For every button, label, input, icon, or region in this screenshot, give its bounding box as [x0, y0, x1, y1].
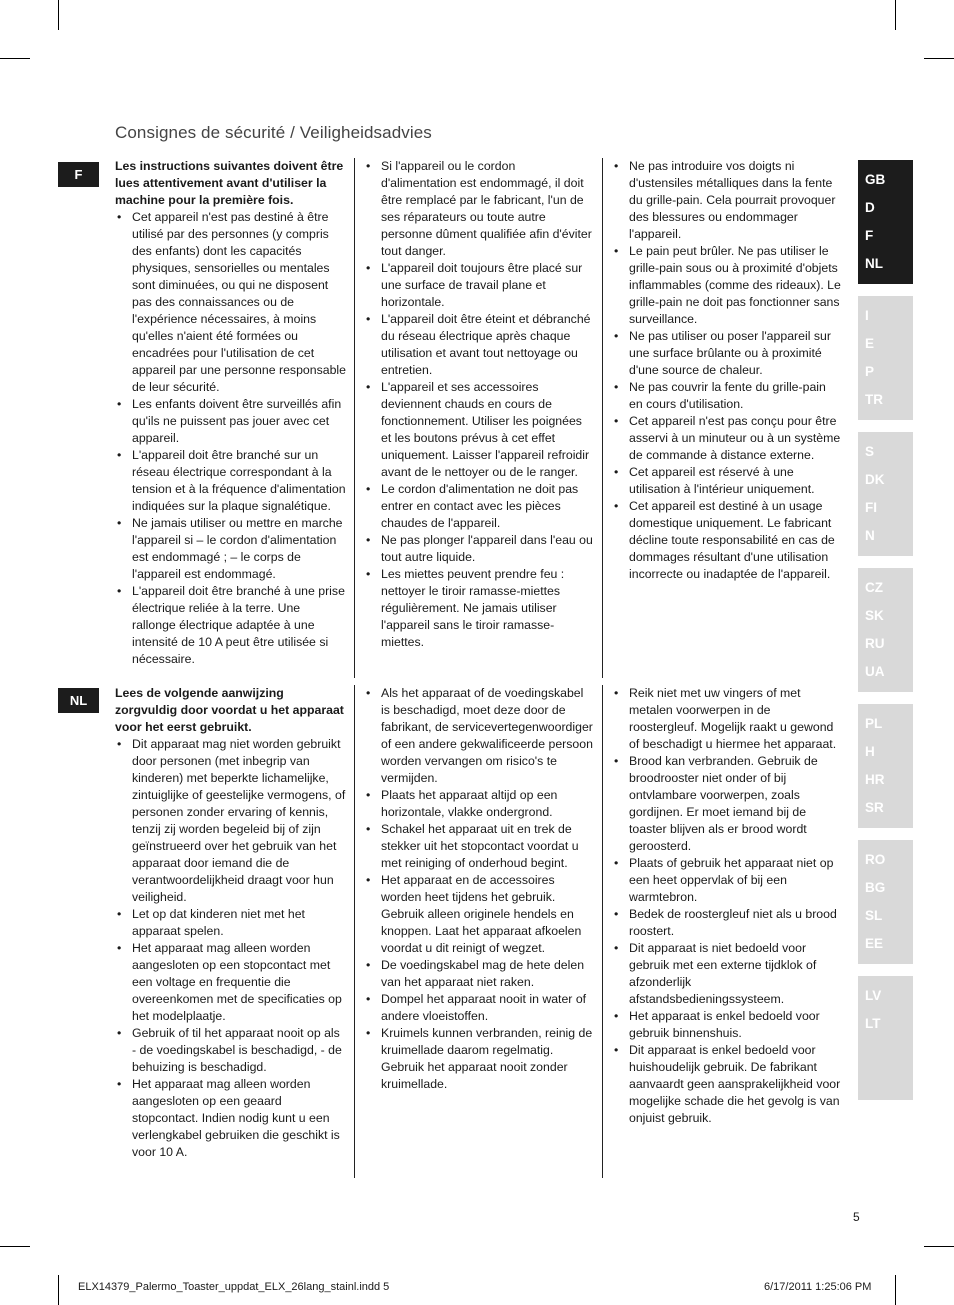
tab-s[interactable]: S [865, 444, 875, 459]
crop-mark [58, 0, 59, 30]
tab-ro[interactable]: RO [865, 852, 886, 867]
list-item: • Dit apparaat mag niet worden gebruikt door personen (met inbegrip van kinderen) met beperkte lichamelijke, zintuiglijke of geestelijke vermogens, of personen zonder ervaring of kennis, tenzij zij worden begeleid bij of zijn geïnstrueerd over het gebruik van het apparaat door iemand die de verantwoordelijkheid draagt voor hun veiligheid. [115, 736, 346, 906]
tab-gb[interactable]: GB [865, 172, 886, 187]
tab-d[interactable]: D [865, 200, 875, 215]
tab-cz[interactable]: CZ [865, 580, 883, 595]
list-item: • Als het apparaat of de voedingskabel is beschadigd, moet deze door de fabrikant, de servicevertegenwoordiger of een andere gekwalificeerde persoon worden vervangen om risico's te vermijden. [364, 685, 594, 787]
tab-lv[interactable]: LV [865, 988, 882, 1003]
list-item: • Brood kan verbranden. Gebruik de broodrooster niet onder of bij ontvlambare voorwerpen, zoals gordijnen. Er moet iemand bij de toaster blijven als er brood wordt geroosterd. [612, 753, 842, 855]
tab-group [858, 976, 913, 1100]
list-item: • Ne pas introduire vos doigts ni d'ustensiles métalliques dans la fente du grille-pain. Cela pourrait provoquer des blessures ou endommager l'appareil. [612, 158, 842, 243]
safety-list [612, 685, 842, 1127]
section-intro: Lees de volgende aanwijzing zorgvuldig door voordat u het apparaat voor het eerst gebruikt. [115, 686, 344, 734]
language-tabs [858, 160, 913, 1112]
tab-sr[interactable]: SR [865, 800, 884, 815]
column-1 [106, 158, 354, 678]
tab-group [858, 432, 913, 556]
list-item: • Het apparaat en de accessoires worden heet tijdens het gebruik. Gebruik alleen originele hendels en knoppen. Laat het apparaat afkoelen voordat u dit reinigt of wegzet. [364, 872, 594, 957]
crop-mark [58, 1275, 59, 1305]
list-item: • Schakel het apparaat uit en trek de stekker uit het stopcontact voordat u met reiniging of onderhoud begint. [364, 821, 594, 872]
tab-group [858, 568, 913, 692]
tab-e[interactable]: E [865, 336, 875, 351]
list-item: • Cet appareil est réservé à une utilisation à l'intérieur uniquement. [612, 464, 842, 498]
section-lang-badge-nl: NL [58, 688, 99, 713]
tab-sk[interactable]: SK [865, 608, 884, 623]
tab-pl[interactable]: PL [865, 716, 883, 731]
column-3 [602, 685, 848, 1178]
list-item: • L'appareil doit être branché à une prise électrique reliée à la terre. Une rallonge électrique adaptée à une intensité de 10 A peut être utilisée si nécessaire. [115, 583, 346, 668]
tab-h[interactable]: H [865, 744, 875, 759]
crop-mark [924, 58, 954, 59]
safety-list [612, 158, 842, 583]
safety-section-fr [106, 158, 848, 678]
tab-f[interactable]: F [865, 228, 874, 243]
list-item: • L'appareil doit être branché sur un réseau électrique correspondant à la tension et à la fréquence d'alimentation indiquées sur la plaque signalétique. [115, 447, 346, 515]
column-3 [602, 158, 848, 678]
page-number: 5 [853, 1210, 860, 1224]
column-2 [354, 158, 602, 678]
tab-p[interactable]: P [865, 364, 875, 379]
list-item: • Plaats of gebruik het apparaat niet op een heet oppervlak of bij een warmtebron. [612, 855, 842, 906]
list-item: • Les enfants doivent être surveillés afin qu'ils ne puissent pas jouer avec cet appareil. [115, 396, 346, 447]
list-item: • Het apparaat is enkel bedoeld voor gebruik binnenshuis. [612, 1008, 842, 1042]
list-item: • Bedek de roostergleuf niet als u brood roostert. [612, 906, 842, 940]
list-item: • Reik niet met uw vingers of met metalen voorwerpen in de roostergleuf. Mogelijk raakt u gewond of beschadigt u hiermee het apparaat. [612, 685, 842, 753]
page-title: Consignes de sécurité / Veiligheidsadvies [115, 123, 432, 142]
list-item: • Si l'appareil ou le cordon d'alimentation est endommagé, il doit être remplacé par le fabricant, l'un de ses réparateurs ou toute autre personne dûment qualifiée afin d'éviter tout danger. [364, 158, 594, 260]
tab-sl[interactable]: SL [865, 908, 883, 923]
tab-group-active [858, 160, 913, 284]
list-item: • Dompel het apparaat nooit in water of andere vloeistoffen. [364, 991, 594, 1025]
tab-lt[interactable]: LT [865, 1016, 881, 1031]
list-item: • L'appareil et ses accessoires deviennent chauds en cours de fonctionnement. Utiliser les poignées et les boutons prévus à cet effet uniquement. Laisser l'appareil refroidir avant de le nettoyer ou de le ranger. [364, 379, 594, 481]
tab-tr[interactable]: TR [865, 392, 883, 407]
print-slug-filename: ELX14379_Palermo_Toaster_uppdat_ELX_26lang_stainl.indd 5 [78, 1281, 390, 1293]
safety-list [364, 685, 594, 1093]
tab-ua[interactable]: UA [865, 664, 885, 679]
tab-ru[interactable]: RU [865, 636, 885, 651]
list-item: • Cet appareil n'est pas conçu pour être asservi à un minuteur ou à un système de commande à distance externe. [612, 413, 842, 464]
print-slug-date: 6/17/2011 1:25:06 PM [764, 1281, 872, 1293]
tab-group [858, 296, 913, 420]
safety-list [364, 158, 594, 651]
section-intro: Les instructions suivantes doivent être lues attentivement avant d'utiliser la machine pour la première fois. [115, 159, 344, 207]
safety-list [115, 736, 346, 1161]
tab-dk[interactable]: DK [865, 472, 885, 487]
column-1 [106, 685, 354, 1178]
list-item: • Dit apparaat is enkel bedoeld voor huishoudelijk gebruik. De fabrikant aanvaardt geen aansprakelijkheid voor mogelijke schade die het gevolg is van onjuist gebruik. [612, 1042, 842, 1127]
list-item: • Het apparaat mag alleen worden aangesloten op een stopcontact met een voltage en frequentie die overeenkomen met de specificaties op het modelplaatje. [115, 940, 346, 1025]
list-item: • Gebruik of til het apparaat nooit op als - de voedingskabel is beschadigd, - de behuizing is beschadigd. [115, 1025, 346, 1076]
tab-ee[interactable]: EE [865, 936, 884, 951]
tab-group [858, 840, 913, 964]
crop-mark [0, 1246, 30, 1247]
crop-mark [895, 0, 896, 30]
list-item: • L'appareil doit être éteint et débranché du réseau électrique après chaque utilisation et avant tout nettoyage ou entretien. [364, 311, 594, 379]
list-item: • De voedingskabel mag de hete delen van het apparaat niet raken. [364, 957, 594, 991]
safety-list [115, 209, 346, 668]
list-item: • Let op dat kinderen niet met het apparaat spelen. [115, 906, 346, 940]
tab-group [858, 704, 913, 828]
crop-mark [0, 58, 30, 59]
list-item: • Le cordon d'alimentation ne doit pas entrer en contact avec les pièces chaudes de l'appareil. [364, 481, 594, 532]
tab-bg[interactable]: BG [865, 880, 886, 895]
list-item: • Le pain peut brûler. Ne pas utiliser le grille-pain sous ou à proximité d'objets inflammables (comme des rideaux). Le grille-pain ne doit pas fonctionner sans surveillance. [612, 243, 842, 328]
tab-hr[interactable]: HR [865, 772, 885, 787]
tab-nl[interactable]: NL [865, 256, 883, 271]
crop-mark [895, 1275, 896, 1305]
list-item: • Kruimels kunnen verbranden, reinig de kruimellade daarom regelmatig. Gebruik het apparaat nooit zonder kruimellade. [364, 1025, 594, 1093]
list-item: • Cet appareil est destiné à un usage domestique uniquement. Le fabricant décline toute responsabilité en cas de dommages résultant d'une utilisation incorrecte ou inadaptée de l'appareil. [612, 498, 842, 583]
list-item: • L'appareil doit toujours être placé sur une surface de travail plane et horizontale. [364, 260, 594, 311]
list-item: • Ne pas couvrir la fente du grille-pain en cours d'utilisation. [612, 379, 842, 413]
list-item: • Cet appareil n'est pas destiné à être utilisé par des personnes (y compris des enfants) dont les capacités physiques, sensorielles ou mentales sont diminuées, ou qui ne disposent pas des connaissances ou de l'expérience nécessaires, à moins qu'elles n'aient été formées ou encadrées pour l'utilisation de cet appareil par une personne responsable de leur sécurité. [115, 209, 346, 396]
list-item: • Ne pas utiliser ou poser l'appareil sur une surface brûlante ou à proximité d'une source de chaleur. [612, 328, 842, 379]
list-item: • Dit apparaat is niet bedoeld voor gebruik met een externe tijdklok of afzonderlijk afstandsbedieningssysteem. [612, 940, 842, 1008]
list-item: • Het apparaat mag alleen worden aangesloten op een geaard stopcontact. Indien nodig kunt u een verlengkabel gebruiken die geschikt is voor 10 A. [115, 1076, 346, 1161]
list-item: • Plaats het apparaat altijd op een horizontale, vlakke ondergrond. [364, 787, 594, 821]
safety-section-nl [106, 685, 848, 1178]
list-item: • Ne pas plonger l'appareil dans l'eau ou tout autre liquide. [364, 532, 594, 566]
tab-i[interactable]: I [865, 308, 869, 323]
column-2 [354, 685, 602, 1178]
list-item: • Ne jamais utiliser ou mettre en marche l'appareil si – le cordon d'alimentation est endommagé ; – le corps de l'appareil est endommagé. [115, 515, 346, 583]
tab-fi[interactable]: FI [865, 500, 877, 515]
crop-mark [924, 1246, 954, 1247]
section-lang-badge-fr: F [58, 162, 99, 187]
tab-n[interactable]: N [865, 528, 875, 543]
list-item: • Les miettes peuvent prendre feu : nettoyer le tiroir ramasse-miettes régulièrement. Ne jamais utiliser l'appareil sans le tiroir ramasse-miettes. [364, 566, 594, 651]
